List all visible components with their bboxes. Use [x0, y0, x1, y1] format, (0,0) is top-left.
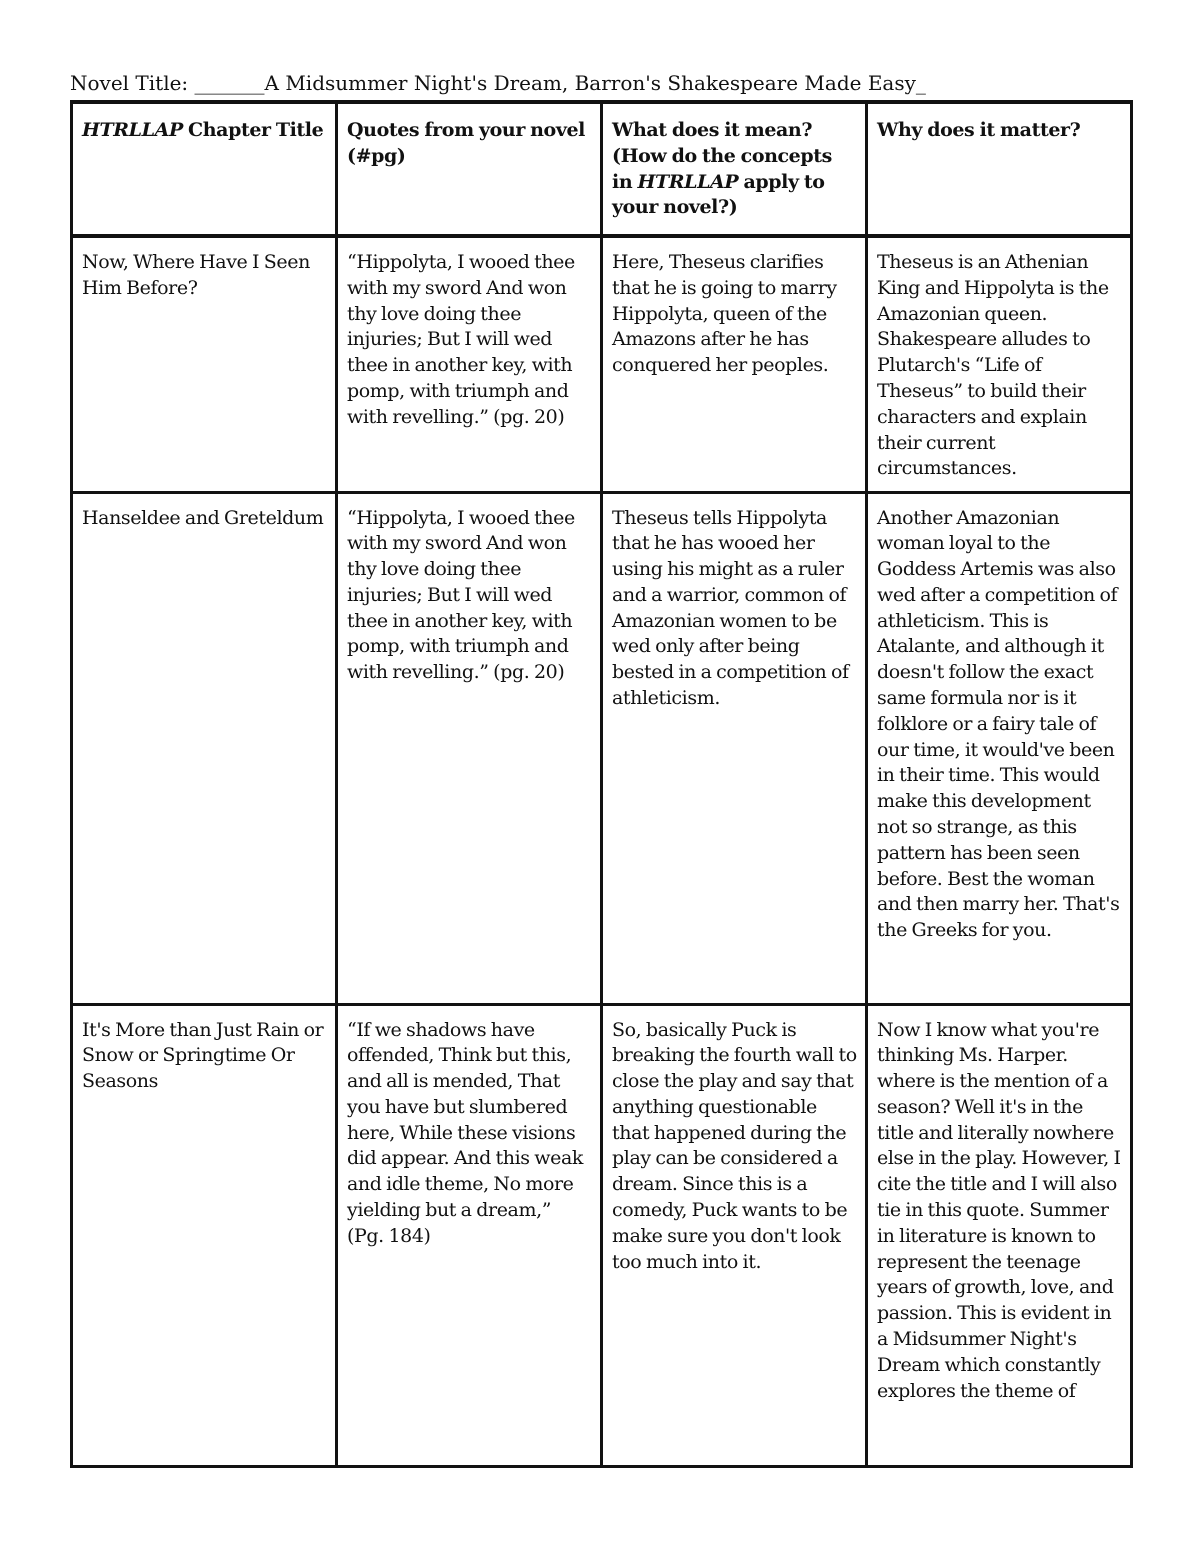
row-2-quote-cell: “Hippolyta, I wooed thee with my sword And won thy love doing thee injuries; But I will wed thee in another key, with pomp, with triumph and with revelling.” (pg. 20): [337, 492, 602, 1004]
header-chapter-title-text: Chapter Title: [182, 119, 324, 141]
row-1-chapter-cell: Now, Where Have I Seen Him Before?: [72, 236, 337, 492]
row-3-quote-cell: “If we shadows have offended, Think but this, and all is mended, That you have but slumbered here, While these visions did appear. And this weak and idle theme, No more yielding but a dream,” (Pg. 184): [337, 1004, 602, 1466]
row-3-chapter-cell: It's More than Just Rain or Snow or Springtime Or Seasons: [72, 1004, 337, 1466]
header-chapter-title-italic: HTRLLAP: [82, 119, 183, 141]
header-meaning-italic: HTRLLAP: [637, 170, 739, 193]
header-meaning-text-after: apply to your novel?): [612, 170, 825, 219]
header-chapter-title: [72, 102, 337, 236]
chapter-analysis-table: [70, 100, 1133, 1468]
header-quotes-text: Quotes from your novel (#pg): [347, 119, 585, 167]
header-matter-text: Why does it matter?: [877, 119, 1081, 141]
table-header-row: [72, 102, 1132, 236]
novel-title-line: [70, 70, 926, 96]
row-2-meaning-cell: Theseus tells Hippolyta that he has wooed her using his might as a ruler and a warrior, common of Amazonian women to be wed only after being bested in a competition of athleticism.: [602, 492, 867, 1004]
row-1-meaning-cell: Here, Theseus clarifies that he is going to marry Hippolyta, queen of the Amazons after he has conquered her peoples.: [602, 236, 867, 492]
novel-title-value: _______A Midsummer Night's Dream, Barron's Shakespeare Made Easy_: [194, 71, 926, 95]
header-meaning-text-before: What does it mean? (How do the concepts in: [612, 119, 832, 193]
row-1-matter-cell: Theseus is an Athenian King and Hippolyta is the Amazonian queen. Shakespeare alludes to Plutarch's “Life of Theseus” to build their characters and explain their current circumstances.: [867, 236, 1132, 492]
header-matter: [867, 102, 1132, 236]
row-1-quote-cell: “Hippolyta, I wooed thee with my sword And won thy love doing thee injuries; But I will wed thee in another key, with pomp, with triumph and with revelling.” (pg. 20): [337, 236, 602, 492]
table-row: [72, 492, 1132, 1004]
table-row: [72, 1004, 1132, 1466]
header-quotes: [337, 102, 602, 236]
row-3-meaning-cell: So, basically Puck is breaking the fourth wall to close the play and say that anything questionable that happened during the play can be considered a dream. Since this is a comedy, Puck wants to be make sure you don't look too much into it.: [602, 1004, 867, 1466]
header-meaning: [602, 102, 867, 236]
row-3-matter-cell: Now I know what you're thinking Ms. Harper. where is the mention of a season? Well it's in the title and literally nowhere else in the play. However, I cite the title and I will also tie in this quote. Summer in literature is known to represent the teenage years of growth, love, and passion. This is evident in a Midsummer Night's Dream which constantly explores the theme of: [867, 1004, 1132, 1466]
row-2-matter-cell: Another Amazonian woman loyal to the Goddess Artemis was also wed after a competition of athleticism. This is Atalante, and although it doesn't follow the exact same formula nor is it folklore or a fairy tale of our time, it would've been in their time. This would make this development not so strange, as this pattern has been seen before. Best the woman and then marry her. That's the Greeks for you.: [867, 492, 1132, 1004]
table-row: [72, 236, 1132, 492]
novel-title-label: Novel Title:: [70, 71, 195, 95]
row-2-chapter-cell: Hanseldee and Greteldum: [72, 492, 337, 1004]
